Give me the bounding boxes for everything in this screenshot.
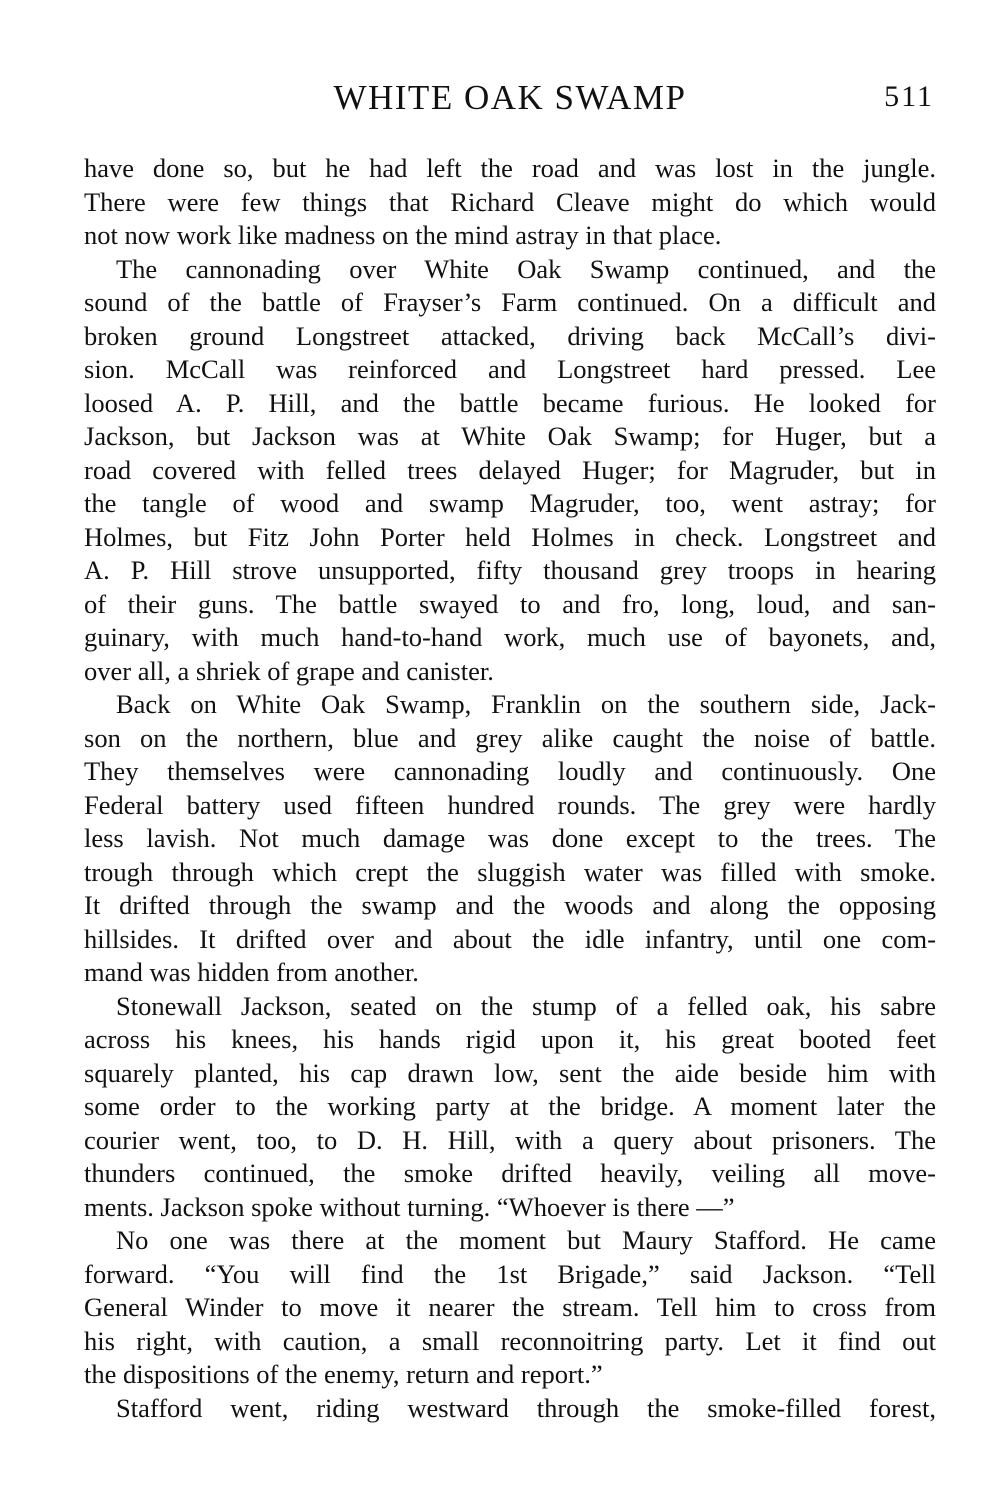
text-line: courier went, too, to D. H. Hill, with a query about prisoners. The (84, 1124, 936, 1155)
text-line: sound of the battle of Frayser’s Farm continued. On a difficult and (84, 287, 936, 317)
text-line: No one was there at the moment but Maury Stafford. He came (116, 1225, 936, 1255)
text-line: A. P. Hill strove unsupported, fifty thousand grey troops in hearing (84, 555, 936, 585)
text-line: of their guns. The battle swayed to and fro, long, loud, and san- (84, 588, 936, 619)
text-line: Back on White Oak Swamp, Franklin on the southern side, Jack- (116, 689, 936, 719)
text-line: son on the northern, blue and grey alike caught the noise of battle. (84, 722, 936, 753)
running-title: WHITE OAK SWAMP (333, 78, 687, 117)
text-line: Jackson, but Jackson was at White Oak Swamp; for Huger, but a (84, 421, 936, 451)
text-line: squarely planted, his cap drawn low, sent the aide beside him with (84, 1057, 936, 1088)
text-line: It drifted through the swamp and the woods and along the opposing (84, 890, 936, 920)
text-line: road covered with felled trees delayed Huger; for Magruder, but in (84, 454, 936, 485)
text-line: some order to the working party at the bridge. A moment later the (84, 1091, 936, 1121)
text-line: sion. McCall was reinforced and Longstreet hard pressed. Lee (84, 354, 936, 384)
text-line: loosed A. P. Hill, and the battle became furious. He looked for (84, 387, 936, 418)
text-line: the tangle of wood and swamp Magruder, too, went astray; for (84, 488, 936, 518)
text-line: There were few things that Richard Cleave might do which would (84, 186, 936, 217)
text-line: They themselves were cannonading loudly and continuously. One (84, 756, 936, 786)
text-line: less lavish. Not much damage was done except to the trees. The (84, 823, 936, 853)
text-line: his right, with caution, a small reconnoitring party. Let it find out (84, 1325, 936, 1356)
text-line: General Winder to move it nearer the stream. Tell him to cross from (84, 1292, 936, 1322)
text-line: over all, a shriek of grape and canister. (84, 655, 494, 686)
text-line: Holmes, but Fitz John Porter held Holmes in check. Longstreet and (84, 521, 936, 552)
text-line: The cannonading over White Oak Swamp continued, and the (116, 253, 936, 284)
body-text (84, 152, 936, 1425)
text-line: broken ground Longstreet attacked, driving back McCall’s divi- (84, 320, 936, 351)
text-line: guinary, with much hand-to-hand work, much use of bayonets, and, (84, 622, 936, 652)
text-line: mand was hidden from another. (84, 957, 419, 987)
text-line: the dispositions of the enemy, return and report.” (84, 1359, 603, 1389)
text-line: Federal battery used fifteen hundred rounds. The grey were hardly (84, 789, 936, 820)
text-line: thunders continued, the smoke drifted heavily, veiling all move- (84, 1158, 936, 1188)
text-line: ments. Jackson spoke without turning. “Whoever is there —” (84, 1191, 735, 1222)
text-line: forward. “You will find the 1st Brigade,” said Jackson. “Tell (84, 1258, 936, 1289)
text-line: across his knees, his hands rigid upon it, his great booted feet (84, 1024, 936, 1054)
text-line: have done so, but he had left the road and was lost in the jungle. (84, 153, 936, 183)
text-line: Stonewall Jackson, seated on the stump of a felled oak, his sabre (116, 990, 936, 1021)
text-line: Stafford went, riding westward through the smoke-filled forest, (116, 1392, 936, 1423)
text-line: hillsides. It drifted over and about the idle infantry, until one com- (84, 923, 936, 954)
running-head (84, 78, 936, 128)
text-line: trough through which crept the sluggish water was filled with smoke. (84, 856, 936, 887)
text-line: not now work like madness on the mind astray in that place. (84, 220, 722, 250)
page-number: 511 (884, 80, 934, 113)
